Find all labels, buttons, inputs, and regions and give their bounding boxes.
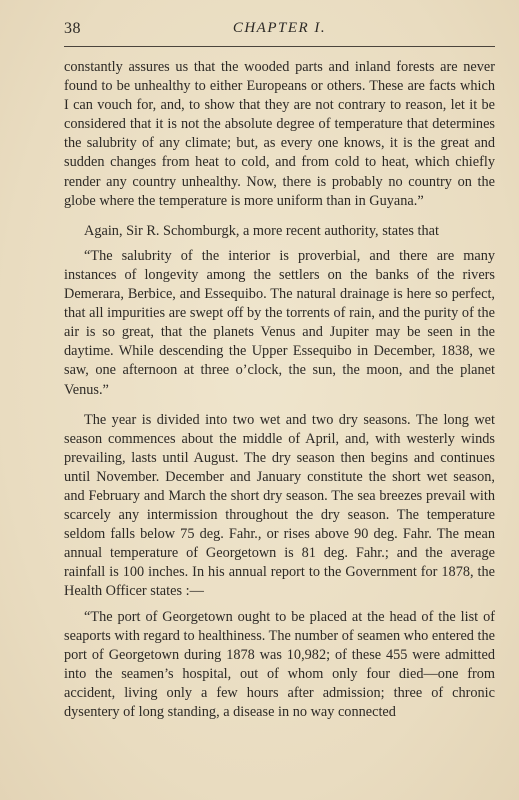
page-number: 38 [64, 20, 81, 37]
header-rule [64, 46, 495, 47]
quote-salubrity: “The salubrity of the interior is proverbial, and there are many instances of longevity among the settlers on the banks of the rivers Demerara, Berbice, and Essequibo. The natural drainage is here so perfect, that all impurities are swept off by the torrents of rain, and the purity of the air is so great, that the planets Venus and Jupiter may be seen in the daytime. While descending the Upper Essequibo in December, 1838, we saw, one afternoon at three o’clock, the sun, the moon, and the planet Venus.” [64, 247, 495, 398]
paragraph-continued: constantly assures us that the wooded parts and inland forests are never found to be unhealthy to either Europeans or others. These are facts which I can vouch for, and, to show that they are not contrary to reason, let it be considered that it is not the absolute degree of temperature that determines the salubrity of any climate; but, as every one knows, it is the great and sudden changes from heat to cold, and from cold to heat, which chiefly render any country unhealthy. Now, there is probably no country on the globe where the temperature is more uniform than in Guyana.” [64, 59, 495, 209]
page-header [64, 18, 495, 44]
paragraph-schomburgk-intro: Again, Sir R. Schomburgk, a more recent authority, states that [84, 222, 439, 239]
body-text [64, 58, 495, 722]
running-head: CHAPTER I. [232, 20, 327, 36]
paragraph-seasons: The year is divided into two wet and two dry seasons. The long wet season commences about the middle of April, and, with westerly winds prevailing, lasts until August. The dry season then begins and continues until November. December and January constitute the short wet season, and February and March the short dry season. The sea breezes prevail with scarcely any intermission throughout the dry season. The temperature seldom falls below 75 deg. Fahr., or rises above 90 deg. Fahr. The mean annual temperature of Georgetown is 81 deg. Fahr.; and the average rainfall is 100 inches. In his annual report to the Government for 1878, the Health Officer states :— [64, 411, 495, 600]
quote-port-georgetown: “The port of Georgetown ought to be placed at the head of the list of seaports with regard to healthiness. The number of seamen who entered the port of Georgetown during 1878 was 10,982; of these 455 were admitted into the seamen’s hospital, out of whom only four died—one from accident, living only a few hours after admission; three of chronic dysentery of long standing, a disease in no way connected [64, 608, 495, 720]
